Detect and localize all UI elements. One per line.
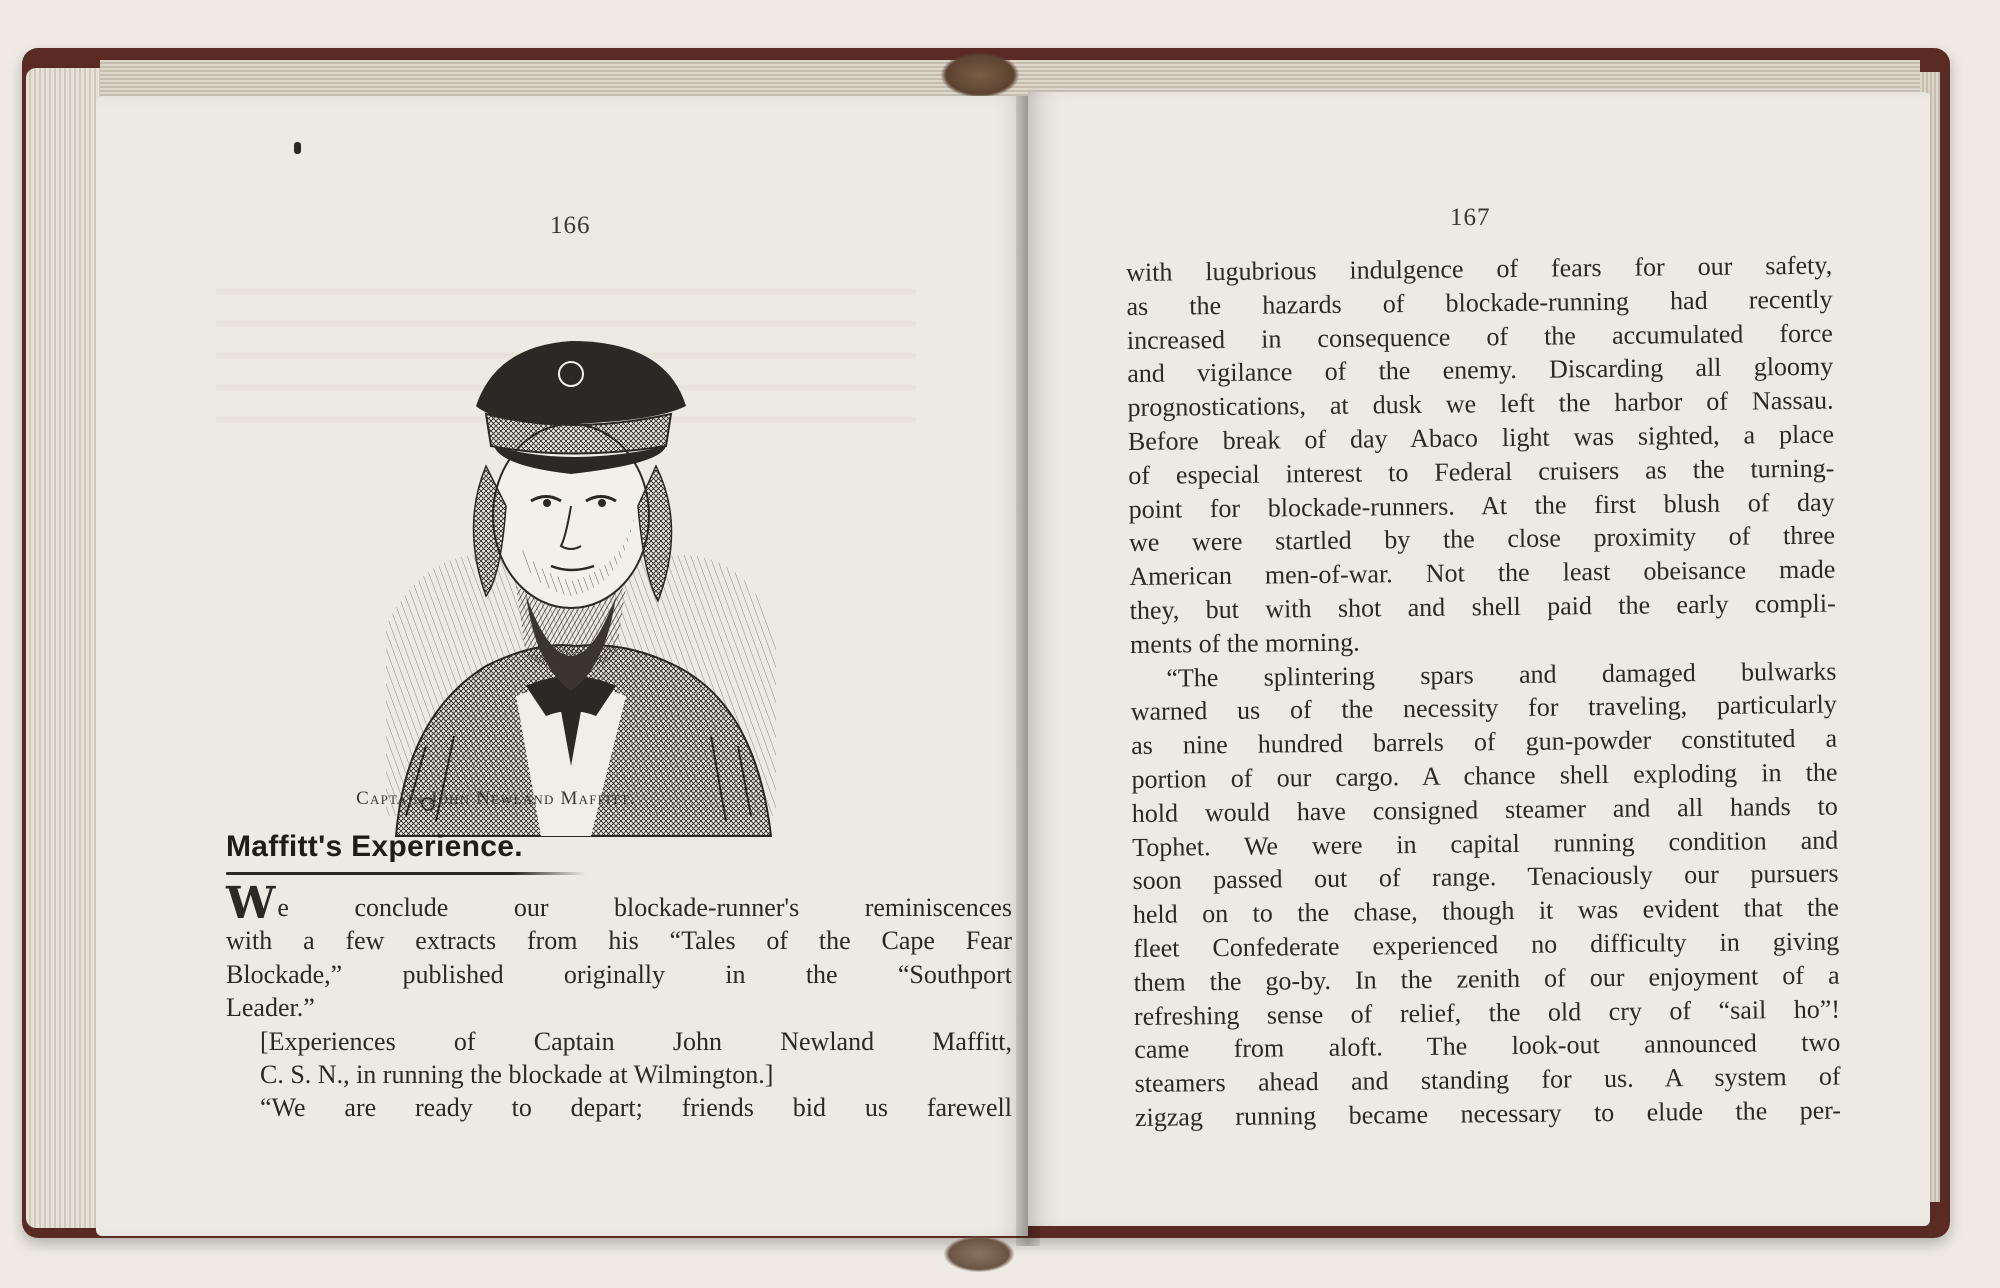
portrait-caption: Captain John Newland Maffitt. — [356, 788, 636, 809]
text-line: “The splintering spars and damaged bulwarks — [1166, 656, 1837, 693]
text-line: as nine hundred barrels of gun-powder constituted a — [1130, 723, 1838, 761]
section-heading: Maffitt's Experience. — [226, 830, 523, 863]
text-line: fleet Confederate experienced no difficulty in giving — [1133, 926, 1840, 963]
left-page — [96, 96, 1028, 1236]
text-line: steamers ahead and standing for us. A system of — [1134, 1061, 1841, 1099]
text-line: Before break of day Abaco light was sighted, a place — [1127, 419, 1835, 456]
engraved-portrait-icon — [366, 296, 786, 856]
text-line: American men-of-war. Not the least obeisance made — [1129, 554, 1836, 592]
text-line: they, but with shot and shell paid the early compli- — [1129, 588, 1836, 625]
text-line: with lugubrious indulgence of fears for our safety, — [1126, 250, 1833, 287]
text-line: refreshing sense of relief, the old cry of “sail ho”! — [1133, 994, 1841, 1031]
text-line: hold would have consigned steamer and all hands to — [1131, 791, 1838, 828]
drop-cap: W — [226, 878, 276, 929]
text-line: came from aloft. The look-out announced two — [1134, 1027, 1841, 1065]
text-line: prognostications, at dusk we left the harbor of Nassau. — [1127, 385, 1834, 423]
right-body-text — [1126, 249, 1841, 1135]
heading-rule — [226, 872, 586, 875]
page-number-left: 166 — [550, 212, 591, 239]
text-line: C. S. N., in running the blockade at Wilmington.] — [260, 1060, 774, 1090]
text-line: soon passed out of range. Tenaciously our pursuers — [1132, 858, 1839, 896]
text-line: warned us of the necessity for traveling, particularly — [1130, 689, 1837, 727]
text-line: [Experiences of Captain John Newland Maffitt, — [260, 1026, 1012, 1056]
text-line: zigzag running became necessary to elude the per- — [1134, 1095, 1842, 1132]
page-number-right: 167 — [1450, 204, 1491, 231]
text-line: we were startled by the close proximity of three — [1128, 520, 1836, 558]
text-line: ments of the morning. — [1129, 627, 1360, 659]
text-line: point for blockade-runners. At the first blush of day — [1128, 487, 1835, 524]
text-line: Leader.” — [226, 993, 315, 1023]
text-line: with a few extracts from his “Tales of the Cape Fear — [226, 926, 1012, 956]
text-line: as the hazards of blockade-running had recently — [1126, 284, 1833, 321]
left-body-text — [226, 878, 1012, 1125]
text-line: Tophet. We were in capital running condition and — [1132, 825, 1839, 862]
text-line: of especial interest to Federal cruisers as the turning- — [1128, 453, 1835, 490]
text-line: “We are ready to depart; friends bid us farewell — [260, 1093, 1012, 1123]
text-line: them the go-by. In the zenith of our enjoyment of a — [1133, 960, 1840, 997]
text-line: portion of our cargo. A chance shell exploding in the — [1131, 757, 1838, 794]
page-edges-left — [26, 68, 106, 1228]
text-line: Blockade,” published originally in the “Southport — [226, 959, 1012, 989]
text-line: increased in consequence of the accumulated force — [1126, 318, 1833, 355]
text-line: and vigilance of the enemy. Discarding all gloomy — [1127, 351, 1834, 389]
text-line: We conclude our blockade-runner's reminiscences — [226, 878, 1012, 929]
right-page — [1028, 92, 1930, 1226]
ink-mark — [294, 142, 301, 154]
tail-band — [944, 1236, 1014, 1272]
text-line: held on to the chase, though it was evident that the — [1132, 892, 1840, 930]
headband — [940, 52, 1020, 98]
